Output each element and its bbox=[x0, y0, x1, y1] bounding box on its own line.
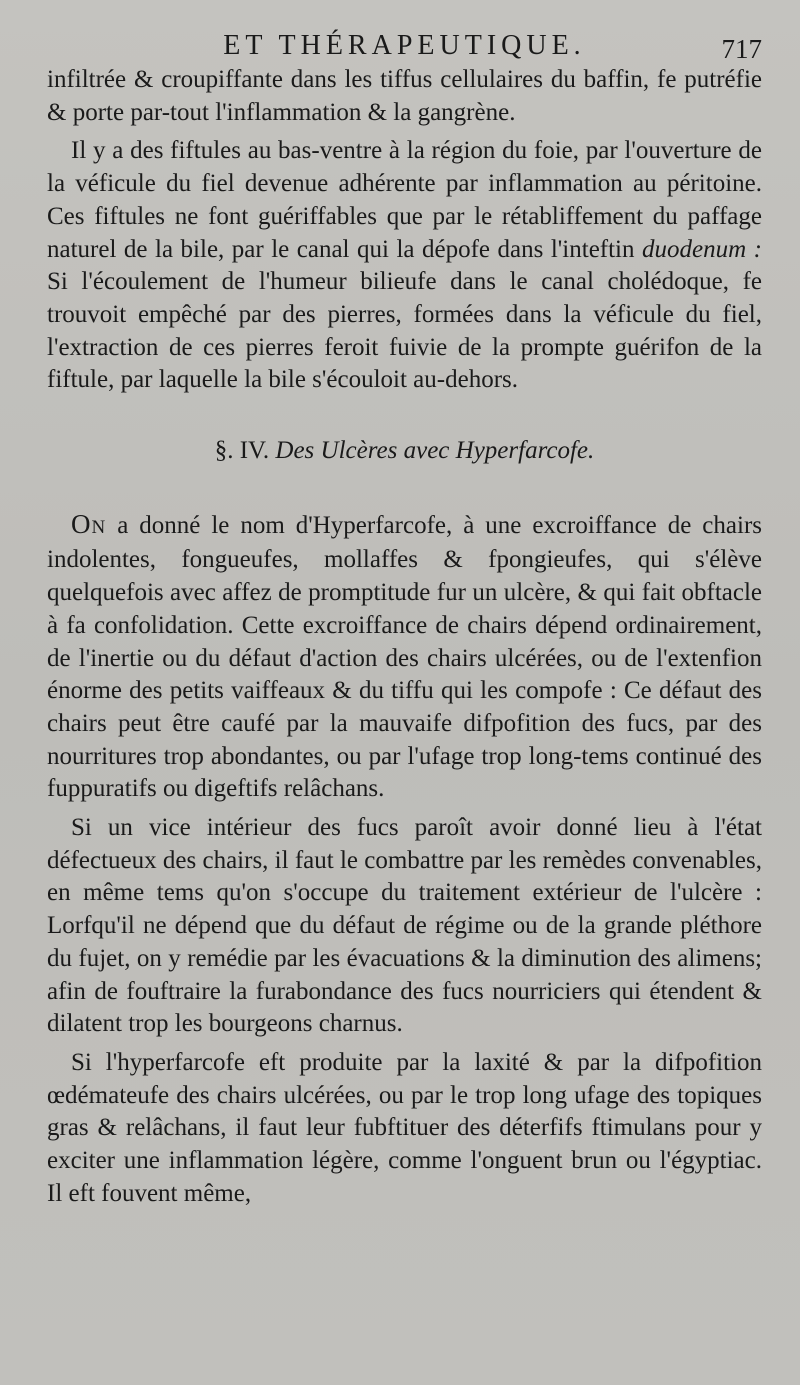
initial-letter: O bbox=[71, 508, 92, 539]
body-text bbox=[47, 64, 762, 1211]
paragraph-text: infiltrée & croupiffante dans les tiffus cellulaires du baffin, fe putréfie & porte par-tout l'inflammation & la gangrène. bbox=[47, 66, 762, 126]
paragraph-text: Si l'hyperfarcofe eft produite par la laxité & par la difpofition œdémateufe des chairs ulcérées, ou par le trop long ufage des topiques gras & relâchans, il faut leur fubftituer des déterfifs ftimulans pour y exciter une inflammation légère, comme l'onguent brun ou l'égyptiac. Il eft fouvent même, bbox=[47, 1048, 762, 1207]
italic-term: duodenum : bbox=[642, 235, 763, 263]
section-heading bbox=[47, 435, 762, 468]
running-head: ET THÉRAPEUTIQUE. bbox=[223, 30, 586, 61]
paragraph-text: Il y a des fiftules au bas-ventre à la région du foie, par l'ouverture de la véficule du fiel devenue adhérente par inflammation au péritoine. Ces fiftules ne font guériffables que par le rétabliffement du paffage naturel de la bile, par le canal qui la dépofe dans l'inteftin bbox=[47, 137, 762, 263]
small-caps-letter: N bbox=[91, 516, 107, 538]
paragraph-text: Si un vice intérieur des fucs paroît avoir donné lieu à l'état défectueux des chairs, il faut le combattre par les remèdes convenables, en même tems qu'on s'occupe du traitement extérieur de l'ulcère : Lorfqu'il ne dépend que du défaut de régime ou de la grande pléthore du fujet, on y remédie par les évacuations & la diminution des alimens; afin de fouftraire la furabondance des fucs nourriciers qui étendent & dilatent trop les bourgeons charnus. bbox=[47, 814, 762, 1038]
section-title: Des Ulcères avec Hyperfarcofe. bbox=[275, 437, 595, 465]
paragraph-text: Si l'écoulement de l'humeur bilieufe dans le canal cholédoque, fe trouvoit empêché par des pierres, formées dans la véficule du fiel, l'extraction de ces pierres feroit fuivie de la prompte guérifon de la fiftule, par laquelle la bile s'écouloit au-dehors. bbox=[47, 268, 762, 394]
paragraph-vice-interieur bbox=[47, 812, 762, 1041]
paragraph-continuation bbox=[47, 64, 762, 129]
page-header bbox=[47, 0, 762, 64]
paragraph-laxite bbox=[47, 1047, 762, 1211]
paragraph-fistules bbox=[47, 135, 762, 397]
page-number: 717 bbox=[721, 34, 762, 64]
section-number: §. IV. bbox=[214, 437, 270, 465]
paragraph-text: a donné le nom d'Hyperfarcofe, à une excroiffance de chairs indolentes, fongueufes, mollaffes & fpongieufes, qui s'élève quelquefois avec affez de promptitude fur un ulcère, & qui fait obftacle à fa confolidation. Cette excroiffance de chairs dépend ordinairement, de l'inertie ou du défaut d'action des chairs ulcérées, ou de l'extenfion énorme des petits vaiffeaux & du tiffu qui les compofe : Ce défaut des chairs peut être caufé par la mauvaife difpofition des fucs, par des nourritures trop abondantes, ou par l'ufage trop long-tems continué des fuppuratifs ou digeftifs relâchans. bbox=[47, 511, 762, 803]
paragraph-hypersarcose bbox=[47, 508, 762, 806]
